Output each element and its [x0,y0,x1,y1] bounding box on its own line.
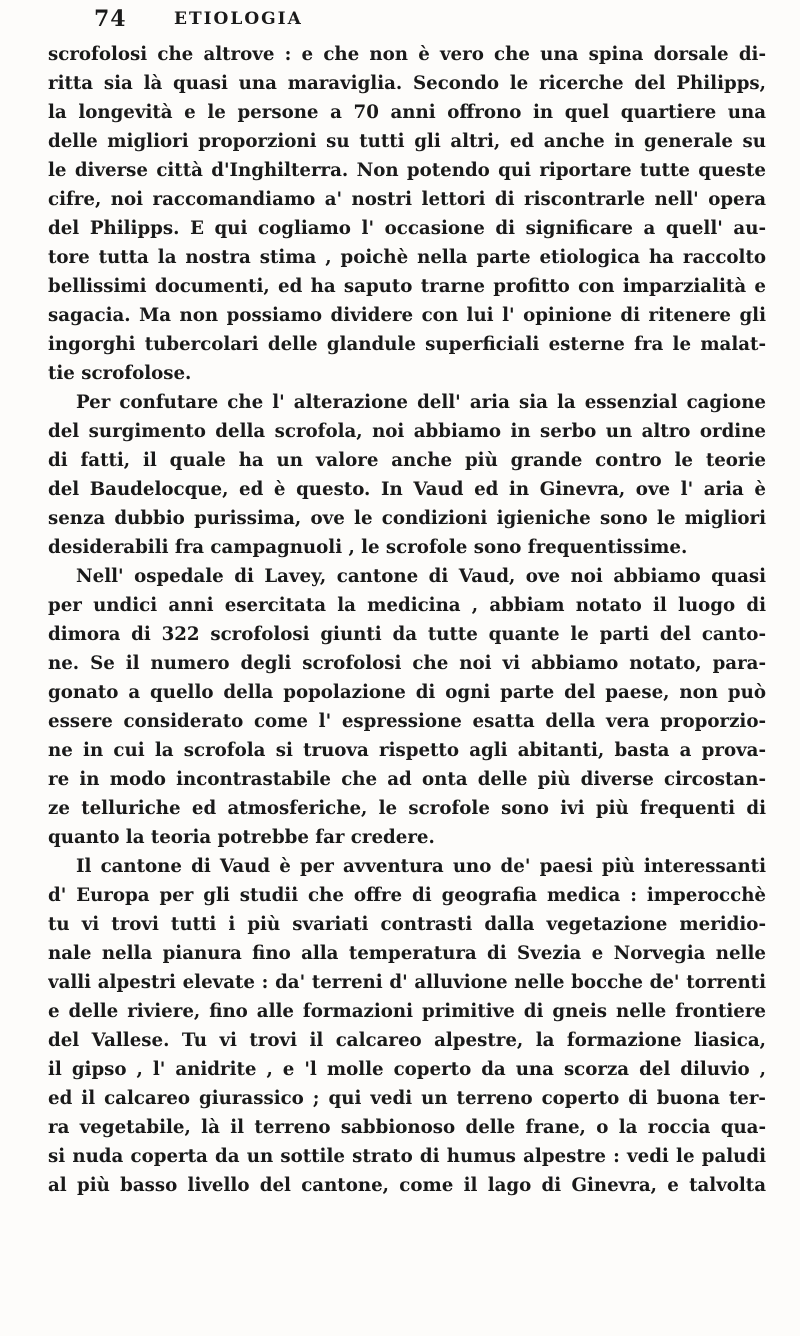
text-line: del surgimento della scrofola, noi abbiamo in serbo un altro ordine [48,421,766,442]
text-line: dimora di 322 scrofolosi giunti da tutte quante le parti del canto- [48,624,766,645]
text-line: bellissimi documenti, ed ha saputo trarne profitto con imparzialità e [48,276,766,297]
text-line: del Vallese. Tu vi trovi il calcareo alpestre, la formazione liasica, [48,1030,766,1051]
text-line: essere considerato come l' espressione esatta della vera proporzio- [48,711,766,732]
text-line: del Philipps. E qui cogliamo l' occasione di significare a quell' au- [48,218,766,239]
text-line: ze telluriche ed atmosferiche, le scrofole sono ivi più frequenti di [48,798,766,819]
page-number: 74 [94,6,127,32]
text-line: e delle riviere, fino alle formazioni primitive di gneis nelle frontiere [48,1001,766,1022]
body-text [48,40,766,1200]
text-line: valli alpestri elevate : da' terreni d' alluvione nelle bocche de' torrenti [48,972,766,993]
text-line: il gipso , l' anidrite , e 'l molle coperto da una scorza del diluvio , [48,1059,766,1080]
text-line: ed il calcareo giurassico ; qui vedi un terreno coperto di buona ter- [48,1088,766,1109]
text-line: ne in cui la scrofola si truova rispetto agli abitanti, basta a prova- [48,740,766,761]
text-line: di fatti, il quale ha un valore anche più grande contro le teorie [48,450,766,471]
text-line: tu vi trovi tutti i più svariati contrasti dalla vegetazione meridio- [48,914,766,935]
text-line: Il cantone di Vaud è per avventura uno de' paesi più interessanti [76,856,766,877]
text-line: per undici anni esercitata la medicina , abbiam notato il luogo di [48,595,766,616]
text-line: d' Europa per gli studii che offre di geografia medica : imperocchè [48,885,766,906]
text-line: tore tutta la nostra stima , poichè nella parte etiologica ha raccolto [48,247,766,268]
text-line: desiderabili fra campagnuoli , le scrofole sono frequentissime. [48,537,688,558]
text-line: ingorghi tubercolari delle glandule superficiali esterne fra le malat- [48,334,766,355]
text-line: senza dubbio purissima, ove le condizioni igieniche sono le migliori [48,508,766,529]
text-line: sagacia. Ma non possiamo dividere con lui l' opinione di ritenere gli [48,305,766,326]
text-line: quanto la teoria potrebbe far credere. [48,827,435,848]
text-line: Per confutare che l' alterazione dell' aria sia la essenzial cagione [76,392,766,413]
text-line: si nuda coperta da un sottile strato di humus alpestre : vedi le paludi [48,1146,766,1167]
running-title: ETIOLOGIA [174,9,303,29]
text-line: gonato a quello della popolazione di ogni parte del paese, non può [48,682,766,703]
text-line: cifre, noi raccomandiamo a' nostri lettori di riscontrarle nell' opera [48,189,766,210]
text-line: del Baudelocque, ed è questo. In Vaud ed in Ginevra, ove l' aria è [48,479,766,500]
text-line: Nell' ospedale di Lavey, cantone di Vaud, ove noi abbiamo quasi [76,566,766,587]
text-line: le diverse città d'Inghilterra. Non potendo qui riportare tutte queste [48,160,766,181]
text-line: tie scrofolose. [48,363,192,384]
text-line: delle migliori proporzioni su tutti gli altri, ed anche in generale su [48,131,766,152]
text-line: ra vegetabile, là il terreno sabbionoso delle frane, o la roccia qua- [48,1117,766,1138]
text-line: re in modo incontrastabile che ad onta delle più diverse circostan- [48,769,766,790]
text-line: ne. Se il numero degli scrofolosi che noi vi abbiamo notato, para- [48,653,766,674]
text-line: nale nella pianura fino alla temperatura di Svezia e Norvegia nelle [48,943,766,964]
text-line: ritta sia là quasi una maraviglia. Secondo le ricerche del Philipps, [48,73,766,94]
text-line: al più basso livello del cantone, come il lago di Ginevra, e talvolta [48,1175,766,1196]
text-line: la longevità e le persone a 70 anni offrono in quel quartiere una [48,102,766,123]
running-head [94,6,734,40]
text-line: scrofolosi che altrove : e che non è vero che una spina dorsale di- [48,44,766,65]
